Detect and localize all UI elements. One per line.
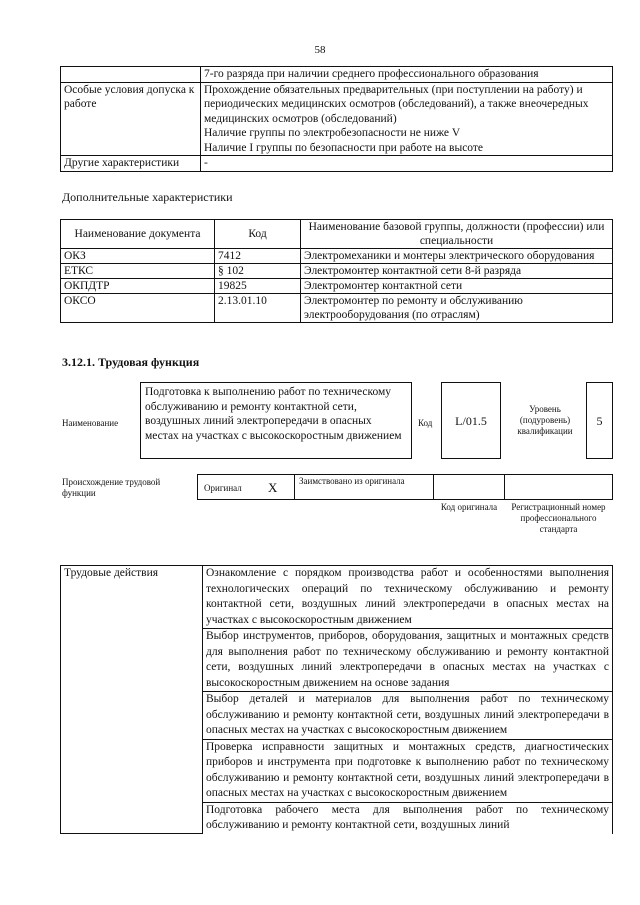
table-row (61, 264, 613, 279)
doc-name-cell: ЕТКС (61, 264, 215, 279)
doc-name-cell: ОКЗ (61, 249, 215, 264)
group-name-cell: Электромеханики и монтеры электрического оборудования (301, 249, 613, 264)
action-item: Подготовка рабочего места для выполнения работ по техническому обслуживанию и ремонту контактной сети, воздушных линий (203, 802, 613, 834)
additional-characteristics-title: Дополнительные характеристики (62, 190, 233, 204)
row-label: Другие характеристики (61, 156, 201, 172)
table-row (61, 156, 613, 172)
value-line: Наличие I группы по безопасности при работе на высоте (204, 141, 484, 154)
code-original-label: Код оригинала (440, 502, 498, 512)
origin-label: Происхождение трудовой функции (62, 477, 161, 498)
table-row (61, 279, 613, 294)
function-name-box (140, 382, 412, 459)
original-label: Оригинал (204, 483, 242, 493)
group-name-cell: Электромонтер контактной сети 8-й разряда (301, 264, 613, 279)
labor-function-title: 3.12.1. Трудовая функция (62, 355, 200, 369)
additional-characteristics-table (60, 219, 613, 323)
row-value (201, 67, 613, 83)
value-line: - (204, 157, 208, 169)
row-label (61, 67, 201, 83)
level-label: Уровень (подуровень) квалификации (517, 404, 573, 436)
reg-number-label: Регистрационный номер профессионального стандарта (511, 502, 606, 534)
value-line: Наличие группы по электробезопасности не ниже V (204, 127, 461, 139)
table-row (61, 566, 613, 629)
actions-label: Трудовые действия (61, 566, 203, 834)
header-row (61, 220, 613, 249)
group-name-cell: Электромонтер контактной сети (301, 279, 613, 294)
code-cell: 7412 (215, 249, 301, 264)
value-line: 7-го разряда при наличии среднего профессионального образования (204, 68, 539, 80)
original-mark: X (268, 480, 278, 495)
row-label: Особые условия допуска к работе (61, 82, 201, 156)
action-item: Выбор инструментов, приборов, оборудования, защитных и монтажных средств для выполнения работ по техническому обслуживанию и ремонту контактной сети, воздушных линий электропередачи в опасных местах на участках с высокоскоростным движением на основе задания (203, 629, 613, 692)
table-row (61, 294, 613, 323)
action-item: Ознакомление с порядком производства работ и особенностями выполнения технологических операций по техническому обслуживанию и ремонту контактной сети, воздушных линий электропередачи в опасных местах на участках с высокоскоростным движением (203, 566, 613, 629)
code-label: Код (418, 418, 433, 428)
table-row (61, 249, 613, 264)
borrowed-label: Заимствовано из оригинала (299, 476, 405, 486)
action-item: Проверка исправности защитных и монтажных средств, диагностических приборов и инструмента при подготовке к выполнению работ по техническому обслуживанию и ремонту контактной сети, воздушных линий электропередачи в опасных местах на участках с высокоскоростным движением (203, 739, 613, 802)
table-row (61, 82, 613, 156)
column-header: Код (215, 220, 301, 249)
value-line: Прохождение обязательных предварительных (при поступлении на работу) и периодических медицинских осмотров (обследований), а также внеочередных медицинских осмотров (обследований) (204, 83, 589, 125)
doc-name-cell: ОКСО (61, 294, 215, 323)
code-cell: 19825 (215, 279, 301, 294)
column-header: Наименование базовой группы, должности (профессии) или специальности (301, 220, 613, 249)
code-box (441, 382, 501, 459)
borrowed-cell (294, 474, 434, 500)
action-item: Выбор деталей и материалов для выполнения работ по техническому обслуживанию и ремонту контактной сети, воздушных линий электропередачи в опасных местах на участках с высокоскоростным движением (203, 692, 613, 740)
row-value (201, 82, 613, 156)
table-row (61, 67, 613, 83)
doc-name-cell: ОКПДТР (61, 279, 215, 294)
column-header: Наименование документа (61, 220, 215, 249)
code-cell: § 102 (215, 264, 301, 279)
row-value (201, 156, 613, 172)
level-value: 5 (596, 414, 603, 428)
code-value: L/01.5 (455, 414, 487, 428)
name-label: Наименование (62, 418, 119, 428)
labor-actions-table (60, 565, 613, 834)
code-original-cell (433, 474, 505, 500)
page-number: 58 (314, 44, 326, 56)
group-name-cell: Электромонтер по ремонту и обслуживанию электрооборудования (по отраслям) (301, 294, 613, 323)
function-name-value: Подготовка к выполнению работ по техническому обслуживанию и ремонту контактной сети, воздушных линий электропередачи в опасных местах на участках с высокоскоростным движением (145, 386, 402, 442)
code-cell: 2.13.01.10 (215, 294, 301, 323)
reg-number-cell (504, 474, 613, 500)
original-cell (197, 474, 295, 500)
admission-conditions-table (60, 66, 613, 172)
level-box (586, 382, 613, 459)
